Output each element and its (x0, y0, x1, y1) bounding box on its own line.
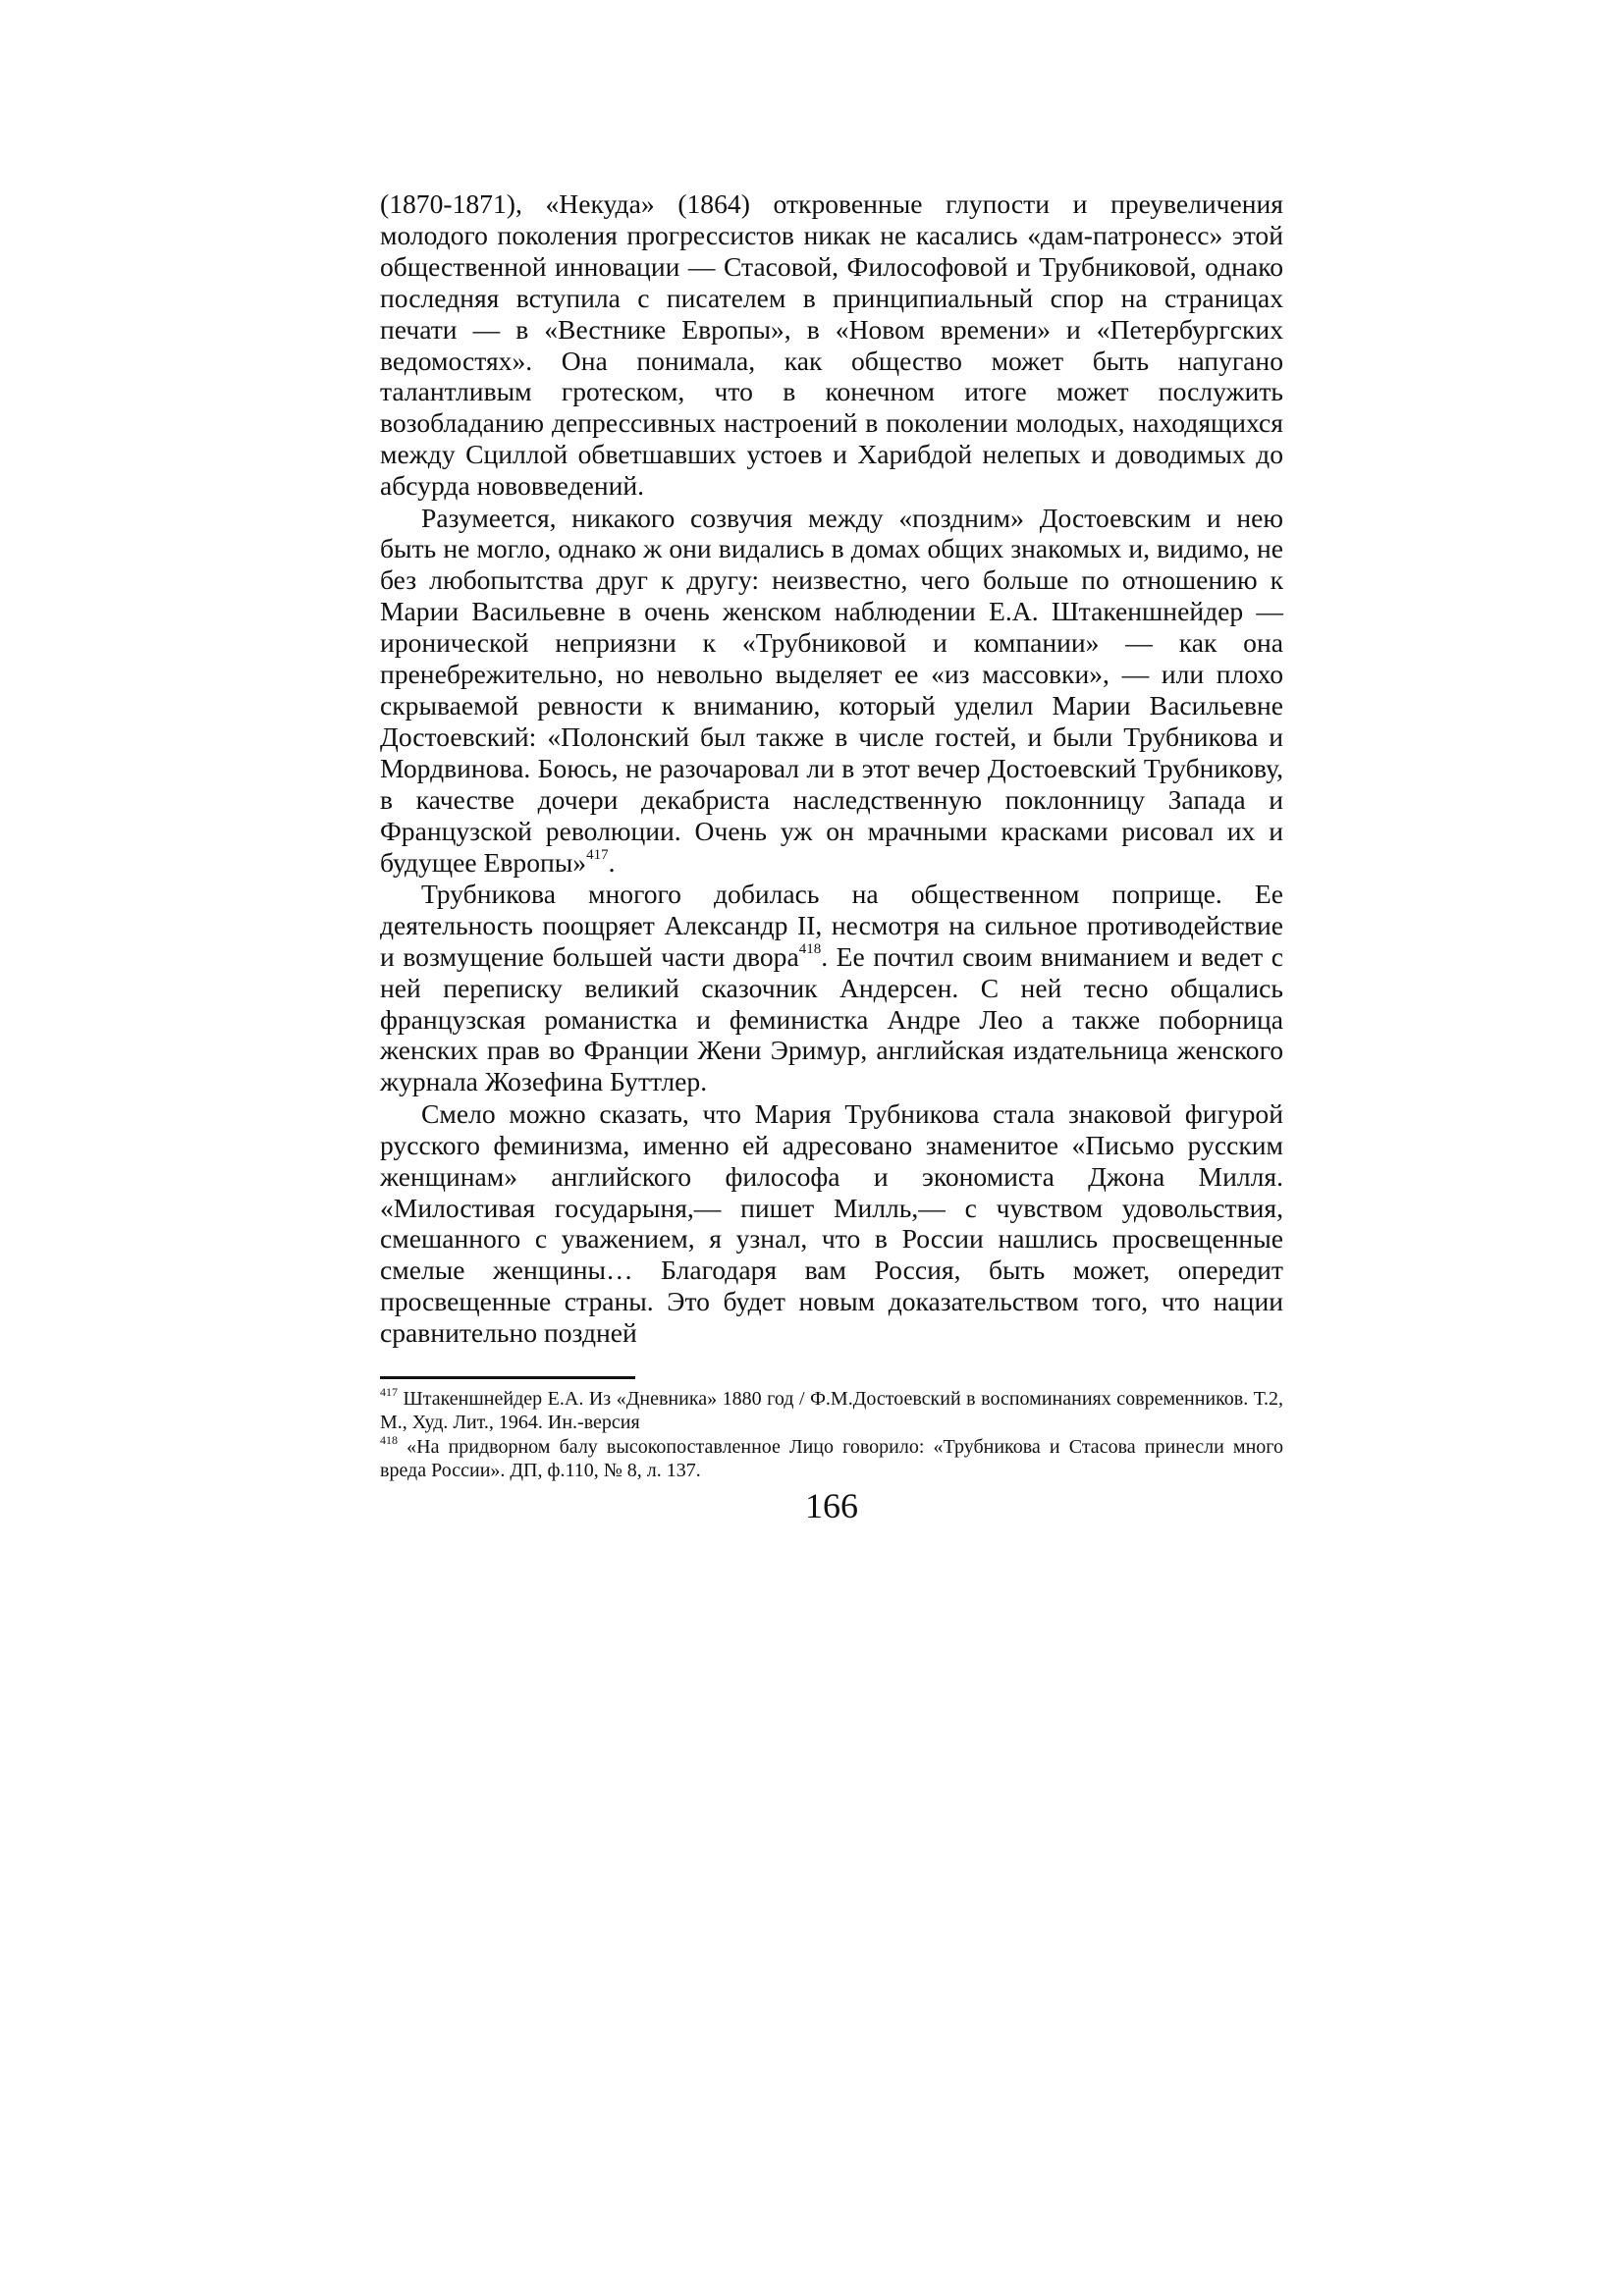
footnote-text: Штакеншнейдер Е.А. Из «Дневника» 1880 год / Ф.М.Достоевский в воспоминаниях современников. Т.2, М., Худ. Лит., 1964. Ин.-версия (380, 1388, 1283, 1433)
paragraph-2 (380, 503, 1283, 879)
footnote-ref-418[interactable]: 418 (798, 940, 822, 957)
page-number: 166 (805, 1486, 858, 1525)
paragraph-4 (380, 1098, 1283, 1349)
paragraph-2-text: Разумеется, никакого созвучия между «поздним» Достоевским и нею быть не могло, однако ж они видались в домах общих знакомых и, видимо, не без любопытства друг к другу: неизвестно, чего больше по отношению к Марии Васильевне в очень женском наблюдении Е.А. Штакеншнейдер — иронической неприязни к «Трубниковой и компании» — как она пренебрежительно, но невольно выделяет ее «из массовки», — или плохо скрываемой ревности к вниманию, который уделил Марии Васильевне Достоевский: «Полонский был также в числе гостей, и были Трубникова и Мордвинова. Боюсь, не разочаровал ли в этот вечер Достоевский Трубникову, в качестве дочери декабриста наследственную поклонницу Запада и Французской революции. Очень уж он мрачными красками рисовал их и будущее Европы» (380, 502, 1283, 878)
footnote-417 (380, 1385, 1283, 1434)
footnote-separator (380, 1376, 635, 1379)
paragraph-4-text: Смело можно сказать, что Мария Трубникова стала знаковой фигурой русского феминизма, именно ей адресовано знаменитое «Письмо русским женщинам» английского философа и экономиста Джона Милля. «Милостивая государыня,— пишет Милль,— с чувством удовольствия, смешанного с уважением, я узнал, что в России нашлись просвещенные смелые женщины… Благодаря вам Россия, быть может, опередит просвещенные страны. Это будет новым доказательством того, что нации сравнительно поздней (380, 1097, 1283, 1349)
paragraph-3 (380, 879, 1283, 1097)
footnote-418 (380, 1433, 1283, 1482)
footnote-ref-417[interactable]: 417 (586, 846, 609, 863)
footnote-number: 418 (380, 1433, 398, 1447)
paragraph-2-tail: . (608, 846, 616, 878)
paragraph-1-text: (1870-1871), «Некуда» (1864) откровенные глупости и преувеличения молодого поколения прогрессистов никак не касались «дам-патронесс» этой общественной инновации — Стасовой, Философовой и Трубниковой, однако последняя вступила с писателем в принципиальный спор на страницах печати — в «Вестнике Европы», в «Новом времени» и «Петербургских ведомостях». Она понимала, как общество может быть напугано талантливым гротеском, что в конечном итоге может послужить возобладанию депрессивных настроений в поколении молодых, находящихся между Сциллой обветшавших устоев и Харибдой нелепых и доводимых до абсурда нововведений. (380, 188, 1283, 502)
footnote-text: «На придворном балу высокопоставленное Лицо говорило: «Трубникова и Стасова принесли много вреда России». ДП, ф.110, № 8, л. 137. (380, 1436, 1283, 1481)
paragraph-1 (380, 188, 1283, 502)
main-text (380, 188, 1283, 1349)
paragraph-3-tail: . Ее почтил своим вниманием и ведет с ней переписку великий сказочник Андерсен. С ней тесно общались французская романистка и феминистка Андре Лео а также поборница женских прав во Франции Жени Эримур, английская издательница женского журнала Жозефина Буттлер. (380, 940, 1283, 1097)
paragraph-3-text: Трубникова многого добилась на общественном поприще. Ее деятельность поощряет Александр II, несмотря на сильное противодействие и возмущение большей части двора (380, 878, 1283, 972)
footnotes (380, 1385, 1283, 1484)
book-page (380, 188, 1283, 1525)
footnote-number: 417 (380, 1385, 398, 1399)
